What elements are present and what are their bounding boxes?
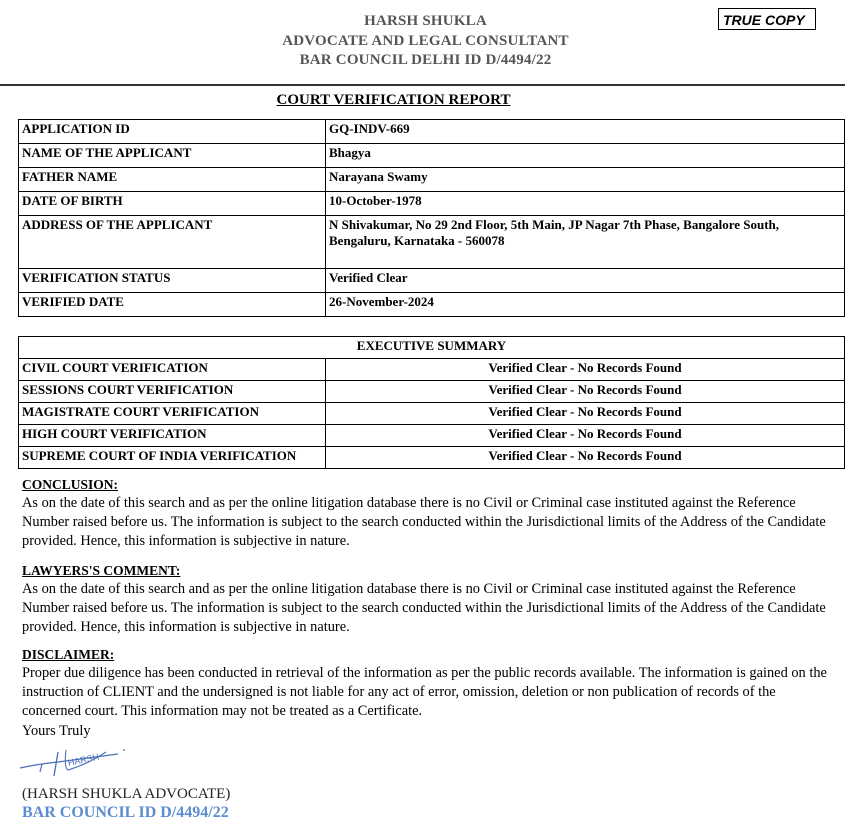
lawyer-comment-heading: LAWYERS'S COMMENT: — [22, 563, 181, 578]
court-name: SUPREME COURT OF INDIA VERIFICATION — [19, 447, 326, 469]
disclaimer-section — [22, 645, 834, 721]
court-result: Verified Clear - No Records Found — [326, 381, 845, 403]
table-row — [19, 269, 845, 293]
signature-text: HARSH — [66, 751, 100, 768]
court-result: Verified Clear - No Records Found — [326, 447, 845, 469]
lawyer-comment-section — [22, 561, 834, 637]
detail-value: 26-November-2024 — [326, 293, 845, 317]
summary-title: EXECUTIVE SUMMARY — [19, 337, 845, 359]
court-result: Verified Clear - No Records Found — [326, 403, 845, 425]
salutation: Yours Truly — [22, 723, 91, 739]
true-copy-stamp: TRUE COPY — [718, 8, 816, 30]
detail-value: 10-October-1978 — [326, 192, 845, 216]
court-result: Verified Clear - No Records Found — [326, 425, 845, 447]
table-header-row — [19, 337, 845, 359]
table-row — [19, 216, 845, 269]
court-name: HIGH COURT VERIFICATION — [19, 425, 326, 447]
table-row — [19, 447, 845, 469]
detail-label: APPLICATION ID — [19, 120, 326, 144]
signature-image — [18, 742, 128, 782]
detail-label: VERIFICATION STATUS — [19, 269, 326, 293]
detail-value: Bhagya — [326, 144, 845, 168]
table-row — [19, 293, 845, 317]
detail-value: Narayana Swamy — [326, 168, 845, 192]
table-row — [19, 120, 845, 144]
disclaimer-text: Proper due diligence has been conducted in retrieval of the information as per the public records available. The information is gained on the instruction of CLIENT and the undersigned is not liable for any act of error, omission, deletion or non publication of records of the concerned court. This information may not be treated as a Certificate. — [22, 665, 827, 719]
signatory-bar-council-id: BAR COUNCIL ID D/4494/22 — [22, 804, 229, 821]
court-result: Verified Clear - No Records Found — [326, 359, 845, 381]
advocate-role: ADVOCATE AND LEGAL CONSULTANT — [282, 32, 569, 49]
detail-value: GQ-INDV-669 — [326, 120, 845, 144]
table-row — [19, 403, 845, 425]
court-name: CIVIL COURT VERIFICATION — [19, 359, 326, 381]
signatory-name: (HARSH SHUKLA ADVOCATE) — [22, 786, 231, 802]
table-row — [19, 381, 845, 403]
detail-label: FATHER NAME — [19, 168, 326, 192]
court-name: MAGISTRATE COURT VERIFICATION — [19, 403, 326, 425]
lawyer-comment-text: As on the date of this search and as per the online litigation database there is no Civil or Criminal case instituted against the Reference Number raised before us. The information is subject to the search conducted within the Jurisdictional limits of the Address of the Candidate provided. Hence, this information is subjective in nature. — [22, 581, 826, 635]
executive-summary-table — [18, 336, 845, 469]
table-row — [19, 359, 845, 381]
table-row — [19, 192, 845, 216]
disclaimer-heading: DISCLAIMER: — [22, 647, 115, 662]
detail-label: VERIFIED DATE — [19, 293, 326, 317]
advocate-bar-id: BAR COUNCIL DELHI ID D/4494/22 — [299, 52, 552, 68]
detail-label: ADDRESS OF THE APPLICANT — [19, 216, 326, 269]
detail-value: N Shivakumar, No 29 2nd Floor, 5th Main, JP Nagar 7th Phase, Bangalore South, Bengaluru, Karnataka - 560078 — [326, 216, 845, 269]
detail-label: DATE OF BIRTH — [19, 192, 326, 216]
table-row — [19, 144, 845, 168]
report-title: COURT VERIFICATION REPORT — [276, 92, 511, 108]
table-row — [19, 168, 845, 192]
conclusion-heading: CONCLUSION: — [22, 477, 119, 492]
advocate-name: HARSH SHUKLA — [364, 13, 487, 29]
court-name: SESSIONS COURT VERIFICATION — [19, 381, 326, 403]
conclusion-text: As on the date of this search and as per the online litigation database there is no Civil or Criminal case instituted against the Reference Number raised before us. The information is subject to the search conducted within the Jurisdictional limits of the Address of the Candidate provided. Hence, this information is subjective in nature. — [22, 495, 826, 549]
detail-value: Verified Clear — [326, 269, 845, 293]
table-row — [19, 425, 845, 447]
detail-label: NAME OF THE APPLICANT — [19, 144, 326, 168]
header-divider — [0, 84, 845, 86]
applicant-details-table — [18, 119, 845, 317]
conclusion-section — [22, 475, 834, 551]
